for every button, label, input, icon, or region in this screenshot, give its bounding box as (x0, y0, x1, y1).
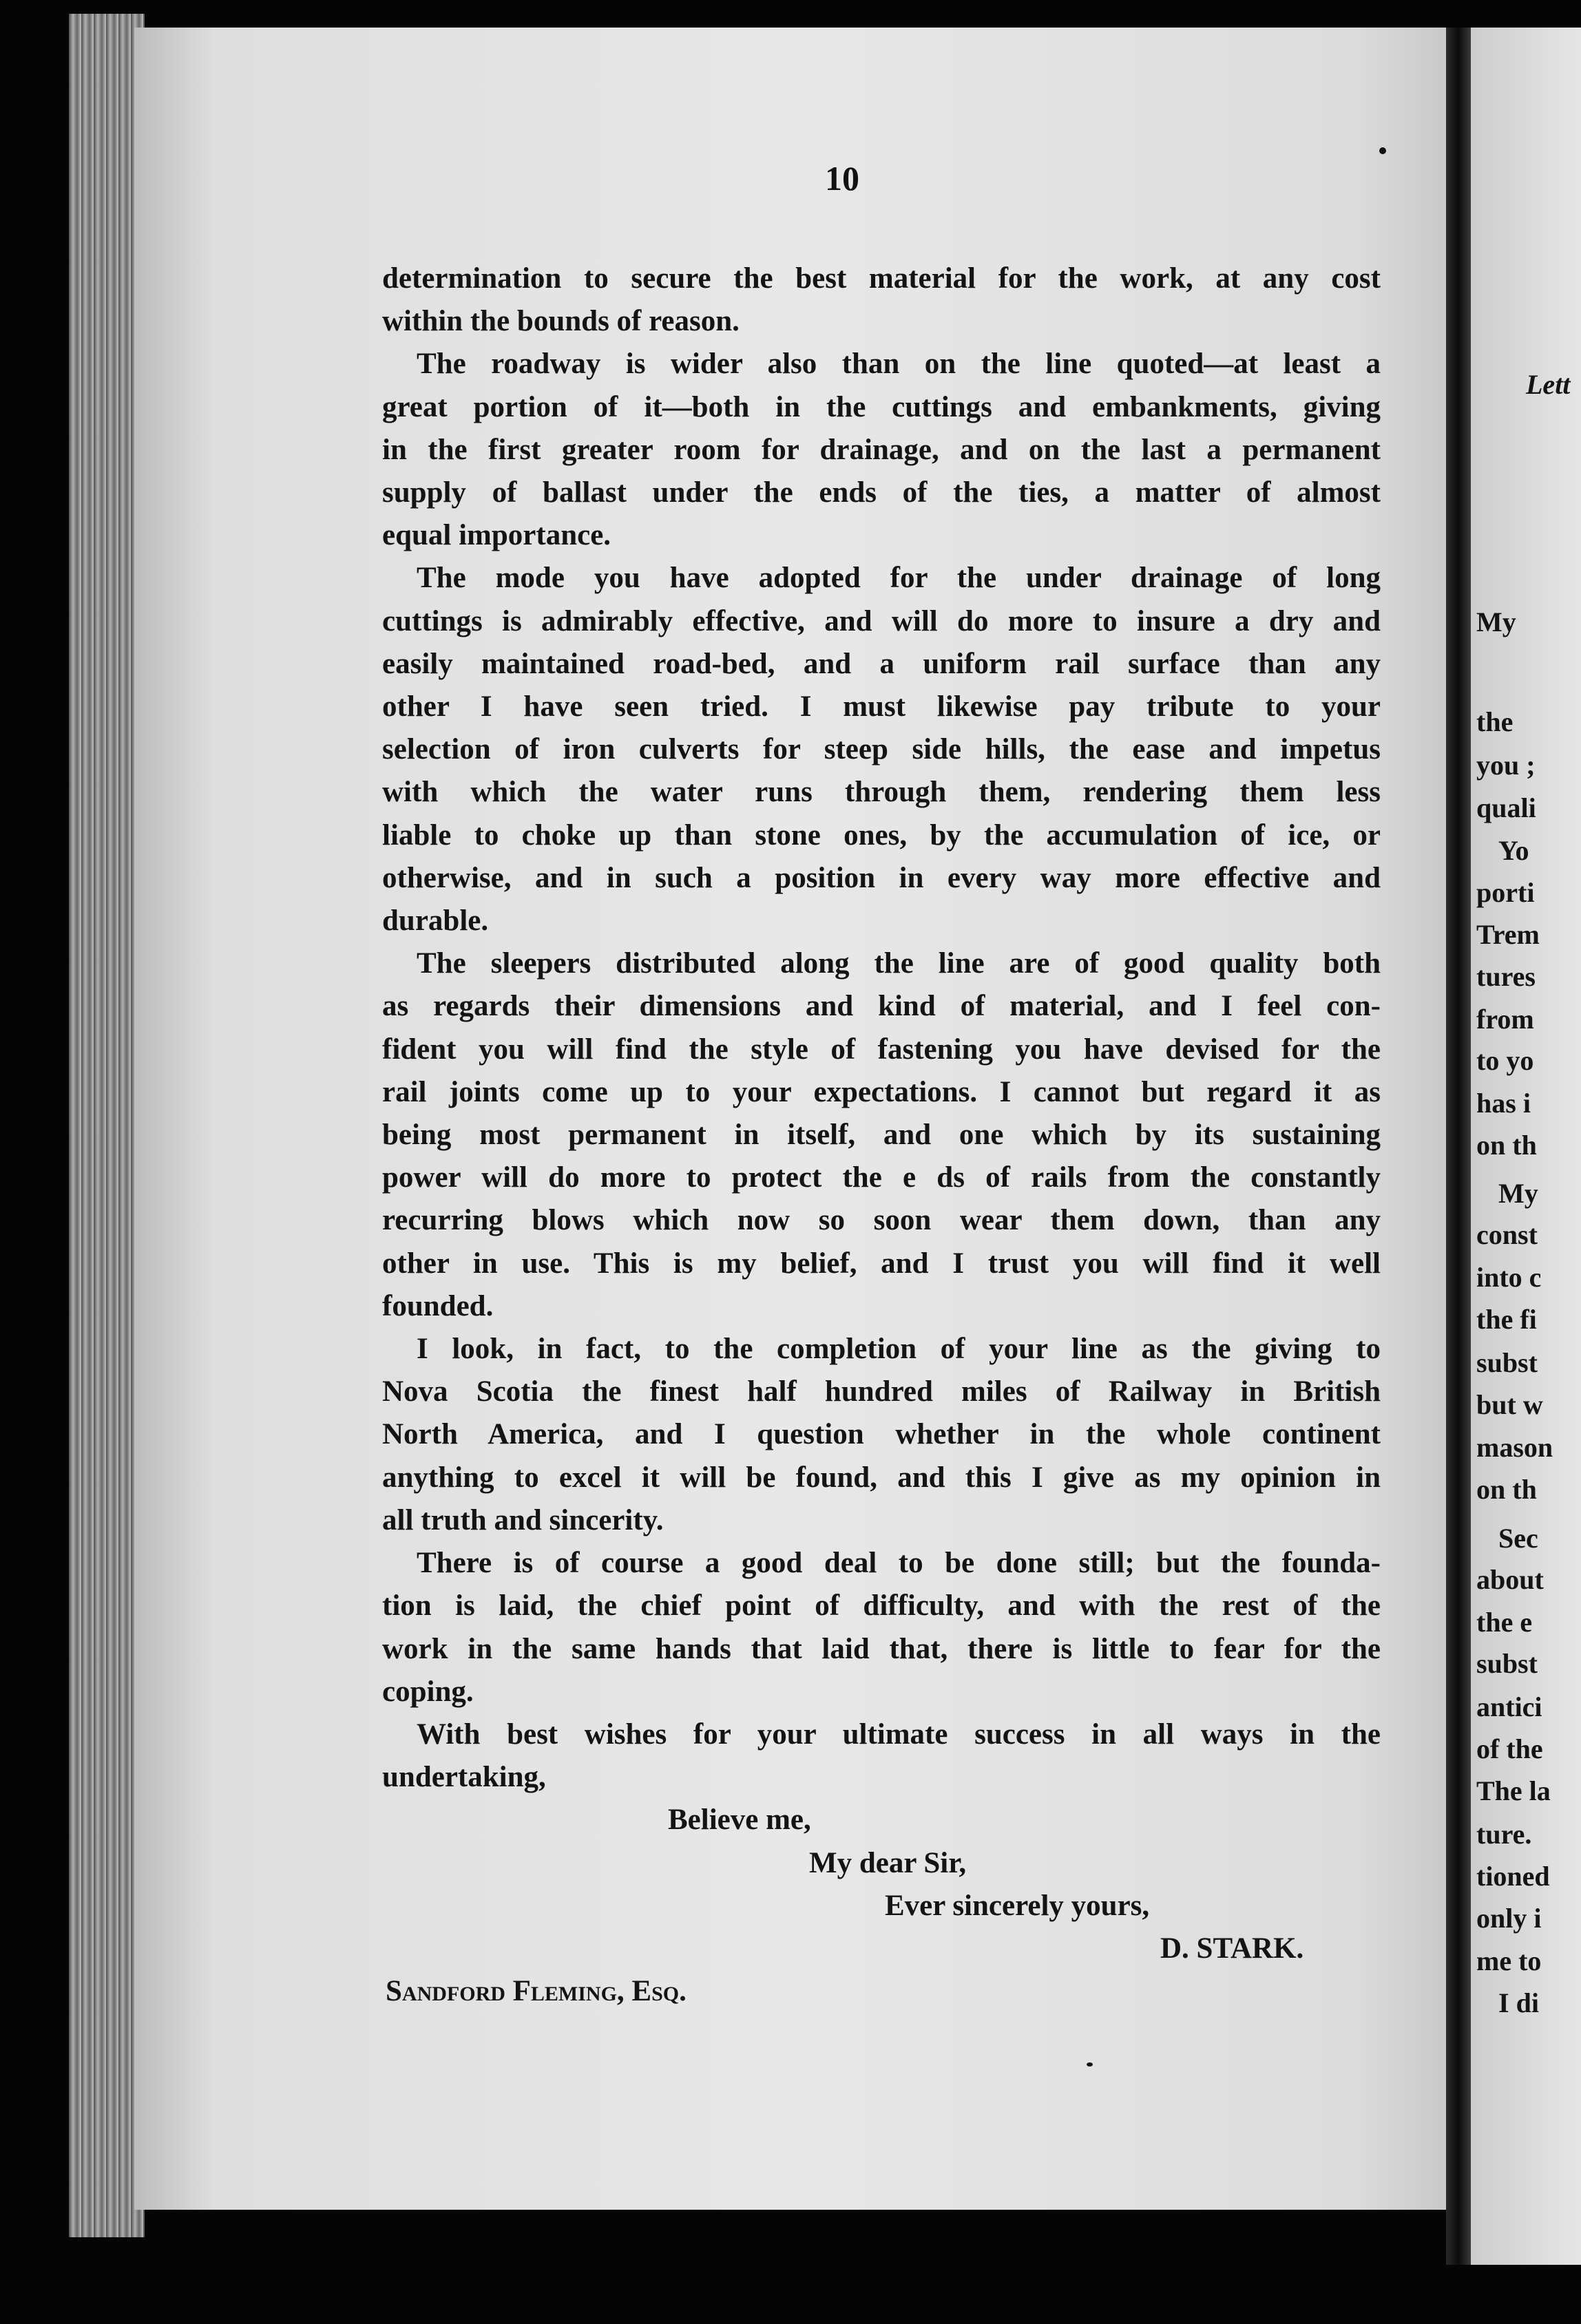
facing-page-fragment: the fi (1476, 1304, 1537, 1335)
facing-page-fragment: quali (1476, 792, 1536, 823)
facing-page-fragment: the e (1476, 1607, 1533, 1638)
facing-page-fragment: My (1498, 1178, 1538, 1209)
facing-page-fragment: tures (1476, 961, 1536, 992)
text-line: selection of iron culverts for steep side hills, the ease and impetus (382, 733, 1381, 766)
text-line: liable to choke up than stone ones, by the accumulation of ice, or (382, 818, 1381, 852)
facing-page-fragment: Lett (1526, 369, 1571, 400)
closing-salutation: My dear Sir, (809, 1846, 967, 1879)
letter-body (382, 257, 1381, 2013)
text-line: rail joints come up to your expectations. I cannot but regard it as (382, 1075, 1381, 1108)
text-line: other I have seen tried. I must likewise pay tribute to your (382, 690, 1381, 723)
letter-paragraphs (382, 257, 1381, 1799)
text-line: in the first greater room for drainage, and on the last a permanent (382, 433, 1381, 466)
facing-page-fragment: into c (1476, 1262, 1542, 1293)
facing-page-fragment: antici (1476, 1691, 1542, 1722)
dust-speck (1087, 2062, 1093, 2067)
closing-believe: Believe me, (668, 1804, 811, 1837)
facing-page-fragment: My (1476, 606, 1516, 637)
text-line: work in the same hands that laid that, there is little to fear for the (382, 1632, 1381, 1665)
text-line: as regards their dimensions and kind of material, and I feel con- (382, 990, 1381, 1023)
text-line: founded. (382, 1289, 494, 1322)
text-line: tion is laid, the chief point of difficulty, and with the rest of the (382, 1589, 1381, 1623)
text-line: The sleepers distributed along the line are of good quality both (417, 947, 1381, 980)
text-line: Nova Scotia the finest half hundred miles of Railway in British (382, 1375, 1381, 1408)
book-binding-edge (69, 14, 145, 2237)
signature: D. STARK. (1160, 1932, 1304, 1965)
text-line: great portion of it—both in the cuttings and embankments, giving (382, 390, 1381, 423)
addressee: Sandford Fleming, Esq. (386, 1975, 687, 2008)
facing-page-fragment: from (1476, 1004, 1534, 1035)
text-line: within the bounds of reason. (382, 305, 740, 338)
facing-page-fragment: to yo (1476, 1045, 1534, 1076)
facing-page-fragment: I di (1498, 1987, 1539, 2018)
facing-page-fragment: me to (1476, 1945, 1542, 1976)
facing-page-fragment: Sec (1498, 1523, 1538, 1554)
facing-page-fragment: you ; (1476, 750, 1536, 781)
page-number: 10 (825, 159, 859, 198)
text-line: fident you will find the style of fastening you have devised for the (382, 1033, 1381, 1066)
facing-page-fragment: of the (1476, 1733, 1543, 1764)
text-line: supply of ballast under the ends of the ties, a matter of almost (382, 476, 1381, 509)
text-line: cuttings is admirably effective, and will do more to insure a dry and (382, 604, 1381, 637)
text-line: otherwise, and in such a position in every way more effective and (382, 861, 1381, 894)
closing-valediction: Ever sincerely yours, (885, 1889, 1150, 1922)
facing-page-fragment: The la (1476, 1775, 1551, 1806)
facing-page-fragment: subst (1476, 1648, 1538, 1679)
facing-page-fragment: but w (1476, 1389, 1543, 1420)
text-line: recurring blows which now so soon wear them down, than any (382, 1204, 1381, 1237)
facing-page-fragment: subst (1476, 1347, 1538, 1378)
dust-speck (1379, 147, 1386, 154)
text-line: easily maintained road-bed, and a uniform rail surface than any (382, 647, 1381, 680)
text-line: power will do more to protect the e ds of rails from the constantly (382, 1161, 1381, 1194)
text-line: being most permanent in itself, and one which by its sustaining (382, 1119, 1381, 1152)
text-line: determination to secure the best material for the work, at any cost (382, 262, 1381, 295)
facing-page-fragment: on th (1476, 1130, 1537, 1161)
facing-page-fragment: const (1476, 1219, 1538, 1250)
facing-page-fragment: only i (1476, 1903, 1542, 1934)
text-line: equal importance. (382, 519, 611, 552)
text-line: all truth and sincerity. (382, 1503, 664, 1536)
text-line: The roadway is wider also than on the line quoted—at least a (417, 348, 1381, 381)
facing-page-fragment: tioned (1476, 1861, 1550, 1892)
text-line: undertaking, (382, 1761, 546, 1794)
text-line: other in use. This is my belief, and I trust you will find it well (382, 1247, 1381, 1280)
text-line: The mode you have adopted for the under drainage of long (417, 562, 1381, 595)
facing-page-edge (1471, 28, 1581, 2265)
text-line: I look, in fact, to the completion of your line as the giving to (417, 1333, 1381, 1366)
text-line: durable. (382, 905, 489, 938)
facing-page-fragment: ture. (1476, 1819, 1532, 1850)
text-line: North America, and I question whether in the whole continent (382, 1418, 1381, 1451)
text-line: coping. (382, 1675, 474, 1708)
text-line: with which the water runs through them, rendering them less (382, 776, 1381, 809)
page-gutter (1446, 28, 1471, 2265)
facing-page-fragment: the (1476, 706, 1514, 737)
facing-page-fragment: Trem (1476, 919, 1540, 950)
text-line: anything to excel it will be found, and this I give as my opinion in (382, 1461, 1381, 1494)
facing-page-fragment: Yo (1498, 835, 1529, 866)
facing-page-fragment: porti (1476, 877, 1535, 908)
facing-page-fragment: about (1476, 1564, 1544, 1595)
text-line: There is of course a good deal to be done still; but the founda- (417, 1547, 1381, 1580)
facing-page-fragment: mason (1476, 1432, 1553, 1463)
text-line: With best wishes for your ultimate success in all ways in the (417, 1718, 1381, 1751)
facing-page-fragment: has i (1476, 1088, 1531, 1119)
facing-page-fragment: on th (1476, 1474, 1537, 1505)
